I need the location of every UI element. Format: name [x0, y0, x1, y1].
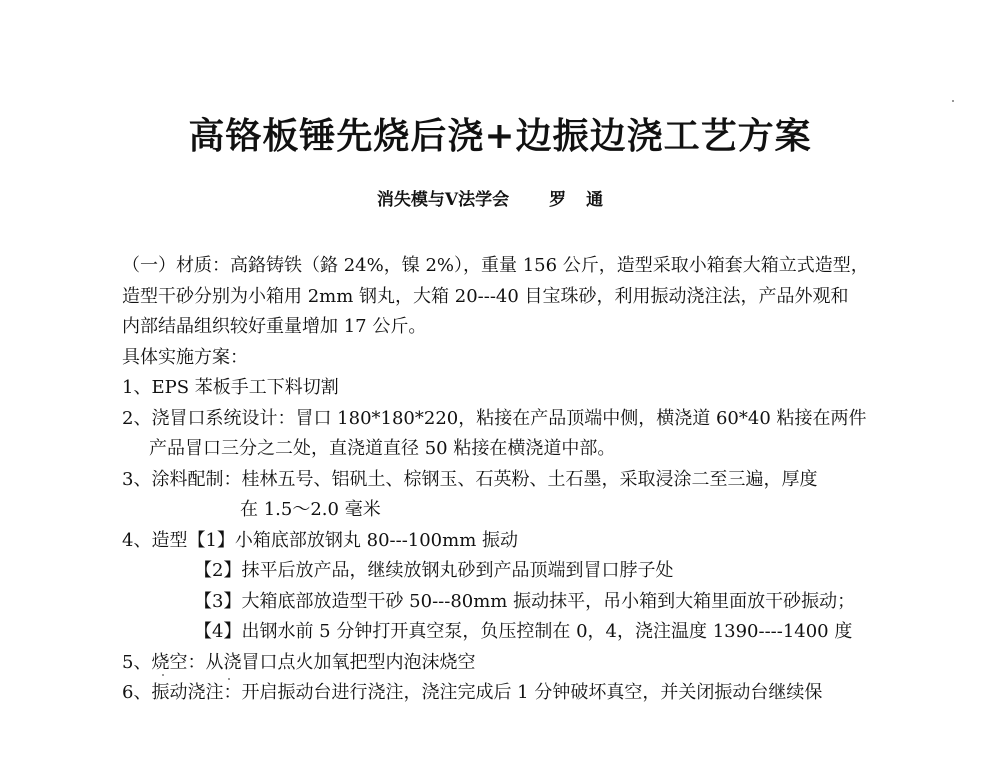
paragraph-line: 内部结晶组织较好重量增加 17 公斤。	[122, 316, 427, 337]
list-item: 1、EPS 苯板手工下料切割	[122, 377, 339, 398]
document-body	[122, 251, 892, 709]
list-subitem: 【3】大箱底部放造型干砂 50---80mm 振动抹平，吊小箱到大箱里面放干砂振动；	[194, 590, 856, 612]
author-line	[0, 188, 1000, 212]
scan-speck	[162, 674, 164, 676]
list-item-continuation: 在 1.5～2.0 毫米	[240, 499, 381, 520]
list-item: 4、造型【1】小箱底部放钢丸 80---100mm 振动	[122, 529, 518, 551]
author-name: 罗通	[549, 190, 624, 210]
list-subitem: 【2】抹平后放产品，继续放钢丸砂到产品顶端到冒口脖子处	[194, 560, 674, 581]
paragraph-line: 造型干砂分别为小箱用 2mm 钢丸，大箱 20---40 目宝珠砂，利用振动浇注法，产品外观和	[122, 285, 849, 307]
list-item: 2、浇冒口系统设计：冒口 180*180*220，粘接在产品顶端中侧，横浇道 60*40 粘接在两件	[122, 407, 867, 429]
document-title: 高铬板锤先烧后浇+边振边浇工艺方案	[188, 115, 812, 157]
list-item: 5、烧空：从浇冒口点火加氧把型内泡沫烧空	[122, 651, 476, 673]
list-item: 3、涂料配制：桂林五号、铝矾土、棕钢玉、石英粉、土石墨，采取浸涂二至三遍，厚度	[122, 468, 818, 490]
list-item-continuation: 产品冒口三分之二处，直浇道直径 50 粘接在横浇道中部。	[149, 438, 616, 459]
author-affiliation: 消失模与V法学会	[376, 190, 510, 210]
scan-speck	[952, 100, 954, 102]
list-subitem: 【4】出钢水前 5 分钟打开真空泵，负压控制在 0，4，浇注温度 1390----1400 度	[194, 621, 853, 642]
scan-speck	[228, 678, 230, 680]
list-item: 6、振动浇注：开启振动台进行浇注，浇注完成后 1 分钟破坏真空，并关闭振动台继续保	[122, 682, 823, 703]
section-heading: 具体实施方案：	[122, 346, 248, 368]
paragraph-line: （一）材质：高鉻铸铁（鉻 24%，镍 2%），重量 156 公斤，造型采取小箱套大箱立式造型，	[122, 255, 869, 276]
